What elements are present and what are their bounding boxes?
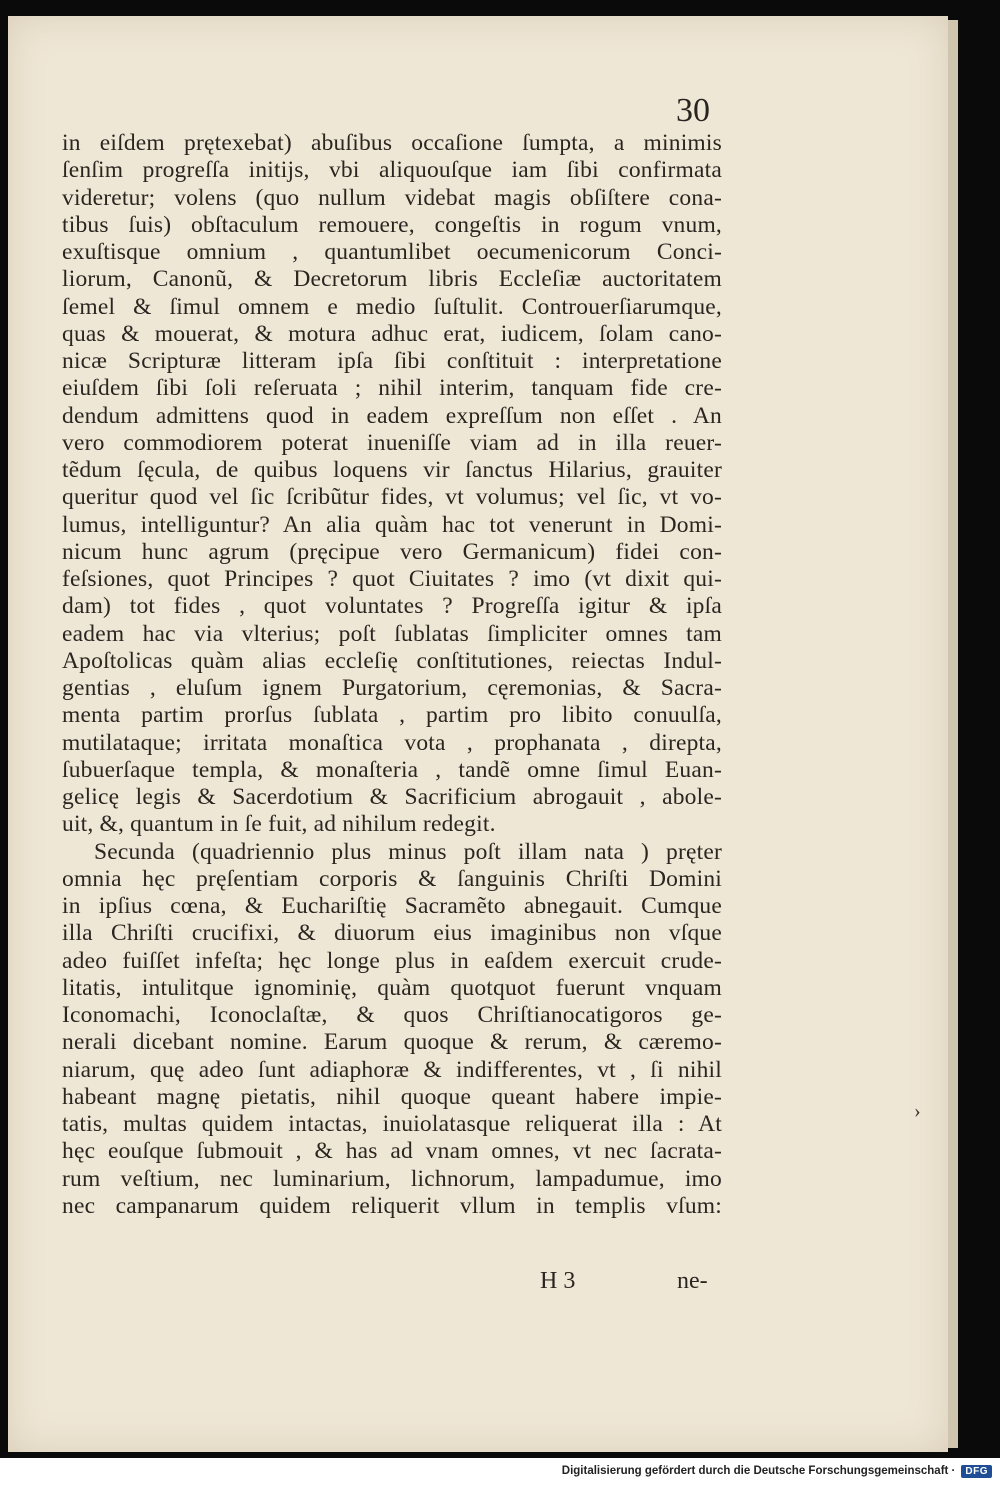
text-line: lumus, intelliguntur? An alia quàm hac tot venerunt in Domi- (62, 511, 722, 538)
text-line: ſemel & ſimul omnem e medio ſuſtulit. Controuerſiarumque, (62, 293, 722, 320)
text-line: dam) tot fides , quot voluntates ? Progreſſa igitur & ipſa (62, 593, 722, 620)
footer-credit: Digitalisierung gefördert durch die Deutsche Forschungsgemeinschaft · (561, 1465, 956, 1477)
text-line: exuſtisque omnium , quantumlibet oecumenicorum Conci- (62, 239, 722, 265)
text-line: Apoſtolicas quàm alias eccleſię conſtitutiones, reiectas Indul- (62, 647, 722, 674)
text-line: in ipſius cœna, & Euchariſtię Sacramẽto abnegauit. Cumque (62, 893, 722, 919)
text-line: liorum, Canonũ, & Decretorum libris Eccleſiæ auctoritatem (62, 266, 722, 293)
text-line: tatis, multas quidem intactas, inuiolatasque reliquerat illa : At (62, 1111, 722, 1137)
text-line: gentias , eluſum ignem Purgatorium, cęremonias, & Sacra- (62, 675, 722, 701)
page-edge (948, 20, 958, 1448)
text-line: litatis, intulitque ignominię, quàm quotquot fuerunt vnquam (62, 974, 722, 1001)
page-number: 30 (676, 92, 710, 129)
text-line: menta partim prorſus ſublata , partim pro libito conuulſa, (62, 702, 722, 729)
text-line: adeo fuiſſet infeſta; hęc longe plus in eaſdem exercuit crude- (62, 947, 722, 974)
text-line: nicæ Scripturæ litteram ipſa ſibi conſtituit : interpretatione (62, 348, 722, 374)
text-line: eiuſdem ſibi ſoli reſeruata ; nihil interim, tanquam fide cre- (62, 375, 722, 402)
text-line: nerali dicebant nomine. Earum quoque & rerum, & cæremo- (62, 1029, 722, 1056)
text-line: uit, &, quantum in ſe fuit, ad nihilum redegit. (62, 811, 496, 838)
text-line: habeant magnę pietatis, nihil quoque queant habere impie- (62, 1083, 722, 1110)
text-line: tẽdum ſęcula, de quibus loquens vir ſanctus Hilarius, grauiter (62, 457, 722, 483)
text-line: in eiſdem prętexebat) abuſibus occaſione ſumpta, a minimis (62, 130, 722, 156)
signature-mark: H 3 (540, 1268, 576, 1294)
text-line: videretur; volens (quo nullum videbat magis obſiſtere cona- (62, 184, 722, 211)
body-text (62, 130, 722, 1220)
text-line: niarum, quę adeo ſunt adiaphoræ & indifferentes, vt , ſi nihil (62, 1056, 722, 1083)
text-line: ſenſim progreſſa initijs, vbi aliquouſque iam ſibi confirmata (62, 157, 722, 184)
catchword: ne- (677, 1268, 708, 1294)
text-line: hęc eouſque ſubmouit , & has ad vnam omnes, vt nec ſacrata- (62, 1138, 722, 1165)
text-line: omnia hęc pręſentiam corporis & ſanguinis Chriſti Domini (62, 865, 722, 892)
text-line: vero commodiorem poterat inueniſſe viam ad in illa reuer- (62, 429, 722, 456)
text-line: rum veſtium, nec luminarium, lichnorum, lampadumue, imo (62, 1165, 722, 1192)
text-line: gelicę legis & Sacerdotium & Sacrificium abrogauit , abole- (62, 784, 722, 810)
dfg-logo[interactable]: DFG (961, 1465, 992, 1478)
text-line: ſubuerſaque templa, & monaſteria , tandẽ omne ſimul Euan- (62, 756, 722, 783)
text-line: Iconomachi, Iconoclaſtæ, & quos Chriſtianocatigoros ge- (62, 1002, 722, 1028)
text-line: illa Chriſti crucifixi, & diuorum eius imaginibus non vſque (62, 920, 722, 947)
text-line: quas & mouerat, & motura adhuc erat, iudicem, ſolam cano- (62, 320, 722, 347)
text-line: eadem hac via vlterius; poſt ſublatas ſimpliciter omnes tam (62, 620, 722, 647)
text-line: tibus ſuis) obſtaculum remouere, congeſtis in rogum vnum, (62, 211, 722, 238)
margin-mark: › (914, 1100, 921, 1122)
text-line: queritur quod vel ſic ſcribũtur fides, vt volumus; vel ſic, vt vo- (62, 484, 722, 511)
text-line: mutilataque; irritata monaſtica vota , prophanata , direpta, (62, 729, 722, 756)
text-line: nicum hunc agrum (pręcipue vero Germanicum) fidei con- (62, 538, 722, 565)
paragraph-start-line: Secunda (quadriennio plus minus poſt illam nata ) pręter (94, 838, 722, 865)
text-line: dendum admittens quod in eadem expreſſum non eſſet . An (62, 402, 722, 429)
footer (562, 1462, 992, 1480)
text-line: nec campanarum quidem reliquerit vllum in templis vſum: (62, 1192, 722, 1219)
text-line: feſsiones, quot Principes ? quot Ciuitates ? imo (vt dixit qui- (62, 566, 722, 592)
